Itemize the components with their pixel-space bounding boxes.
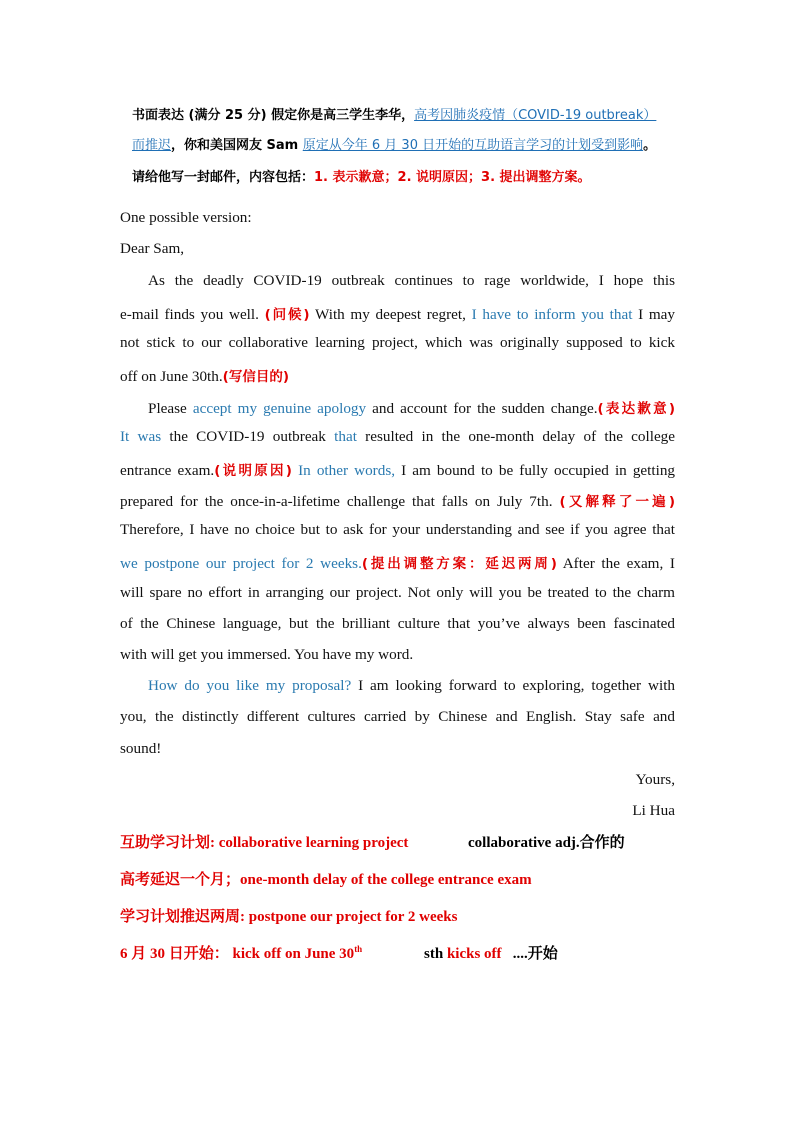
- prompt-text: 请给他写一封邮件，内容包括：: [132, 170, 315, 185]
- highlight: In other words,: [298, 462, 396, 479]
- text: sth: [424, 946, 444, 962]
- essay-line: will spare no effort in arranging our project. Not only will you be treated to the charm: [120, 584, 675, 601]
- annotation: (又解释了一遍): [559, 494, 675, 510]
- text: I am looking forward to exploring, together with: [358, 677, 675, 694]
- essay-line: not stick to our collaborative learning project, which was originally supposed to kick: [120, 334, 675, 351]
- essay-line: [120, 490, 675, 510]
- vocab-term: 互助学习计划: collaborative learning project: [120, 835, 409, 851]
- essay-line: Therefore, I have no choice but to ask for your understanding and see if you agree that: [120, 521, 675, 538]
- text: and account for the sudden change.: [372, 400, 598, 417]
- vocab-line-3: 学习计划推迟两周: postpone our project for 2 weeks: [120, 909, 458, 925]
- essay-signature: Li Hua: [632, 802, 675, 819]
- superscript: th: [354, 944, 363, 954]
- essay-greeting: Dear Sam,: [120, 240, 185, 257]
- text: the COVID-19 outbreak: [169, 428, 326, 445]
- essay-line: [120, 365, 675, 386]
- text: prepared for the once-in-a-lifetime challenge that falls on July 7th.: [120, 493, 553, 510]
- text: off on June 30th.: [120, 368, 223, 385]
- text: I may: [638, 306, 675, 323]
- prompt-text: 。: [643, 138, 657, 153]
- essay-closing: Yours,: [635, 771, 675, 788]
- vocab-line-2: 高考延迟一个月；one-month delay of the college entrance exam: [120, 872, 532, 888]
- essay-line: [148, 677, 675, 697]
- text: kicks off: [446, 946, 502, 962]
- prompt-line-3: [132, 166, 692, 185]
- essay-line: [120, 552, 675, 572]
- essay-line: [120, 303, 675, 323]
- text: I am bound to be fully occupied in getting: [401, 462, 675, 479]
- essay-line: you, the distinctly different cultures carried by Chinese and English. Stay safe and: [120, 708, 675, 725]
- essay-line: with will get you immersed. You have my word.: [120, 646, 414, 663]
- text: After the exam, I: [562, 555, 675, 572]
- highlight: It was: [120, 428, 162, 445]
- highlight: that: [334, 428, 357, 445]
- essay-line: As the deadly COVID-19 outbreak continues to rage worldwide, I hope this: [148, 272, 675, 289]
- annotation: (说明原因): [214, 463, 292, 479]
- text: entrance exam.: [120, 462, 215, 479]
- prompt-text: 书面表达 (满分 25 分) 假定你是高三学生李华，: [132, 108, 415, 123]
- essay-intro: One possible version:: [120, 209, 252, 226]
- vocab-line-1: [120, 831, 408, 852]
- text: e-mail finds you well.: [120, 306, 259, 323]
- essay-line: of the Chinese language, but the brilliant culture that you’ve always been fascinated: [120, 615, 675, 632]
- prompt-link-gaokao[interactable]: 高考因肺炎疫情（COVID-19 outbreak）: [414, 108, 657, 123]
- text: ....开始: [512, 946, 558, 962]
- prompt-text: ，你和美国网友 Sam: [171, 138, 303, 153]
- text: With my deepest regret,: [315, 306, 466, 323]
- text: resulted in the one-month delay of the college: [365, 428, 675, 445]
- prompt-requirements: 1. 表示歉意；2. 说明原因；3. 提出调整方案。: [314, 170, 591, 185]
- prompt-line-1: [132, 104, 692, 123]
- prompt-link-postpone[interactable]: 而推迟: [132, 138, 172, 153]
- vocab-line-4-note: [424, 942, 558, 963]
- annotation: (表达歉意): [597, 401, 675, 417]
- highlight: How do you like my proposal?: [148, 677, 352, 694]
- text: Please: [148, 400, 187, 417]
- highlight: we postpone our project for 2 weeks.: [120, 555, 362, 572]
- essay-line: [120, 459, 675, 479]
- essay-line: [120, 428, 675, 448]
- annotation: (写信目的): [222, 369, 289, 385]
- vocab-line-4: [120, 942, 362, 963]
- essay-line: sound!: [120, 740, 162, 757]
- prompt-link-plan[interactable]: 原定从今年 6 月 30 日开始的互助语言学习的计划受到影响: [302, 138, 644, 153]
- vocab-term: 6 月 30 日开始： kick off on June 30: [120, 946, 355, 962]
- vocab-gloss: collaborative adj.合作的: [468, 835, 625, 851]
- highlight: I have to inform you that: [471, 306, 633, 323]
- essay-line: [148, 397, 675, 417]
- annotation: (提出调整方案：延迟两周): [361, 556, 557, 572]
- prompt-line-2: [132, 134, 692, 153]
- highlight: accept my genuine apology: [192, 400, 367, 417]
- annotation: (问候): [264, 307, 310, 323]
